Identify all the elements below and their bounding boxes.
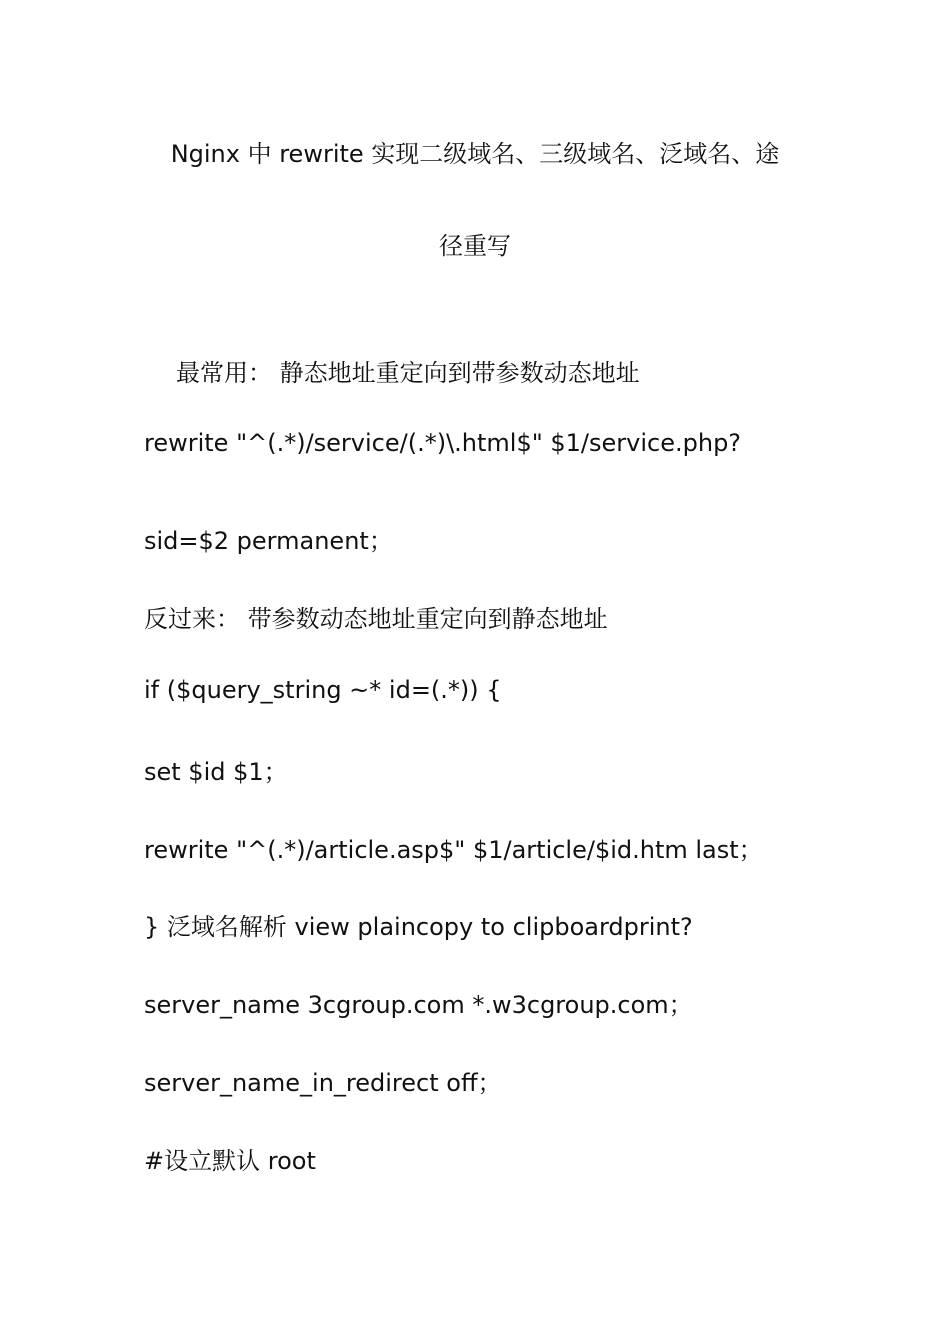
document-title-line-2: 径重写 [439,232,511,260]
code-line-if-query-string: if ($query_string ~* id=(.*)) { [144,676,502,704]
document-title-line-1: Nginx 中 rewrite 实现二级域名、三级域名、泛域名、途 [170,140,780,168]
code-line-server-name: server_name 3cgroup.com *.w3cgroup.com； [144,991,693,1019]
code-line-sid-permanent: sid=$2 permanent； [144,527,393,555]
code-line-rewrite-service: rewrite "^(.*)/service/(.*)\.html$" $1/service.php? [144,429,742,457]
paragraph-wildcard-domain: } 泛域名解析 view plaincopy to clipboardprint? [144,913,693,941]
code-line-rewrite-article: rewrite "^(.*)/article.asp$" $1/article/$id.htm last； [144,836,763,864]
paragraph-reverse: 反过来： 带参数动态地址重定向到静态地址 [144,605,608,633]
code-line-default-root-comment: #设立默认 root [144,1147,316,1175]
paragraph-most-common: 最常用： 静态地址重定向到带参数动态地址 [176,359,640,387]
code-line-server-name-in-redirect: server_name_in_redirect off； [144,1069,502,1097]
code-line-set-id: set $id $1； [144,758,288,786]
